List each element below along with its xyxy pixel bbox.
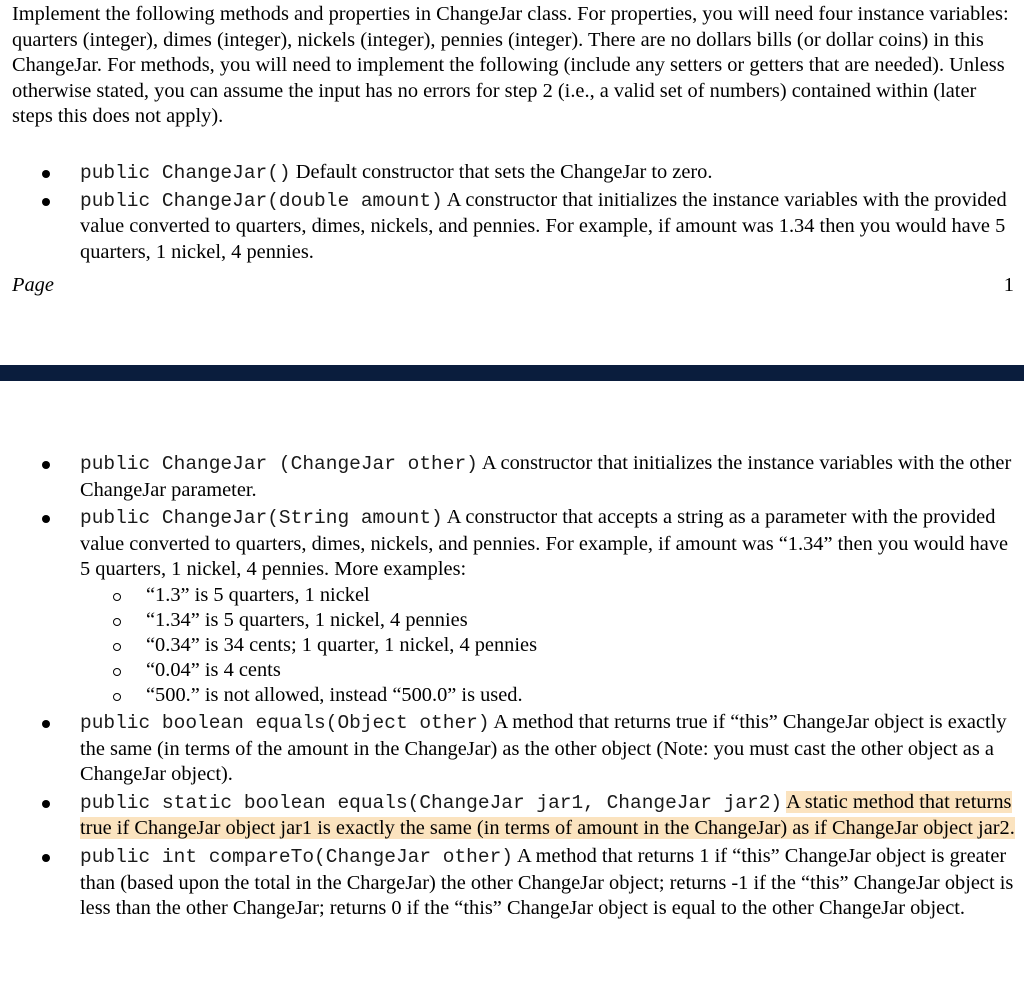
example-item: “1.34” is 5 quarters, 1 nickel, 4 pennies	[80, 608, 1022, 633]
page-divider	[0, 365, 1024, 381]
example-item: “1.3” is 5 quarters, 1 nickel	[80, 583, 1022, 608]
method-description: Default constructor that sets the ChangeJar to zero.	[290, 161, 713, 183]
list-item-default-constructor	[0, 160, 1020, 187]
list-item-copy-constructor	[0, 451, 1022, 503]
method-description: A method that returns 1 if “this” ChangeJar object is greater than (based upon the total in the ChargeJar) the other ChangeJar object; returns -1 if the “this” ChangeJar object is less than the other ChangeJar; returns 0 if the “this” ChangeJar object is equal to the other ChangeJar object.	[80, 844, 1014, 920]
method-signature: public ChangeJar (ChangeJar other)	[80, 453, 478, 475]
method-description: A constructor that accepts a string as a parameter with the provided value converted to quarters, dimes, nickels, and pennies. For example, if amount was “1.34” then you would have 5 quarters, 1 nickel, 4 pennies. More examples:	[80, 506, 1009, 581]
list-item-compareto-method	[0, 844, 1022, 922]
method-signature: public ChangeJar(String amount)	[80, 507, 443, 530]
method-description: A method that returns true if “this” ChangeJar object is exactly the same (in terms of the amount in the ChangeJar) as the other object (Note: you must cast the other object as a ChangeJar object).	[80, 710, 1007, 786]
list-item-string-constructor	[0, 505, 1022, 708]
method-list-top	[0, 160, 1020, 266]
page-number: 1	[1003, 274, 1014, 296]
list-item-double-constructor	[0, 188, 1020, 266]
method-signature: public ChangeJar()	[80, 162, 291, 184]
method-description: A constructor that initializes the instance variables with the other ChangeJar parameter.	[80, 452, 1012, 501]
method-list-bottom	[0, 451, 1022, 924]
method-signature: public int compareTo(ChangeJar other)	[80, 845, 513, 868]
page-footer-label: Page	[12, 274, 54, 296]
example-item: “0.34” is 34 cents; 1 quarter, 1 nickel, 4 pennies	[80, 633, 1022, 658]
example-item: “0.04” is 4 cents	[80, 658, 1022, 683]
list-item-equals-method	[0, 710, 1022, 788]
method-signature: public boolean equals(Object other)	[80, 711, 490, 734]
method-signature: public static boolean equals(ChangeJar jar1, ChangeJar jar2)	[80, 791, 783, 814]
highlighted-description: A static method that returns true if ChangeJar object jar1 is exactly the same (in terms of amount in the ChangeJar) as if ChangeJar object jar2.	[80, 790, 1015, 840]
method-description: A constructor that initializes the instance variables with the provided value converted to quarters, dimes, nickels, and pennies. For example, if amount was 1.34 then you would have 5 quarters, 1 nickel, 4 pennies.	[80, 188, 1007, 263]
method-signature: public ChangeJar(double amount)	[80, 189, 443, 212]
intro-paragraph: Implement the following methods and properties in ChangeJar class. For properties, you will need four instance variables: quarters (integer), dimes (integer), nickels (integer), pennies (integer). There are no dollars bills (or dollar coins) in this ChangeJar. For methods, you will need to implement the following (include any setters or getters that are needed). Unless otherwise stated, you can assume the input has no errors for step 2 (i.e., a valid set of numbers) contained within (later steps this does not apply).	[12, 3, 1009, 128]
examples-list	[80, 583, 1022, 708]
list-item-static-equals-method	[0, 790, 1022, 842]
example-item: “500.” is not allowed, instead “500.0” is used.	[80, 683, 1022, 708]
